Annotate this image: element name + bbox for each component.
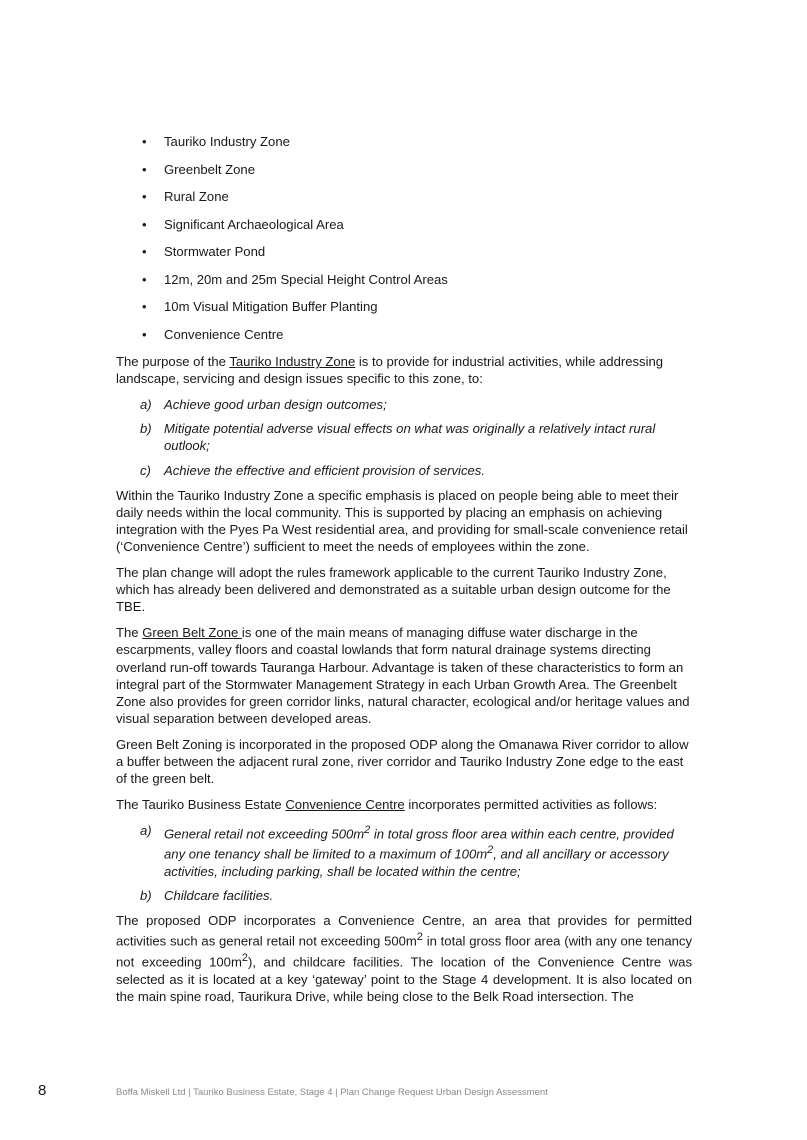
list-item: a) General retail not exceeding $500m^2$ in total gross floor area within each centre, provided any one tenancy shall be limited to a maximum of $100m^2$, and all ancillary or accessory activities, including parking, shall be located within the centre;: [140, 822, 674, 879]
list-item: b) Mitigate potential adverse visual effects on what was originally a relatively intact rural outlook;: [140, 421, 656, 454]
list-item: • 12m, 20m and 25m Special Height Control Areas: [142, 271, 448, 287]
odp-paragraph: The proposed ODP incorporates a Convenience Centre, an area that provides for permitted activities such as general retail not exceeding $500m^2$ in total gross floor area (with any one tenancy not exceeding $100m^2$), and childcare facilities. The location of the Convenience Centre was selected as it is located at a key ‘gateway’ point to the Stage 4 development. It is also located on the main spine road, Taurikura Drive, while being close to the Belk Road intersection. The: [116, 913, 693, 1004]
industry-zone-link: Tauriko Industry Zone: [229, 354, 356, 369]
list-item: • Convenience Centre: [142, 326, 284, 342]
bullet-icon: •: [142, 161, 147, 177]
bullet-icon: •: [142, 134, 147, 149]
footer-text: Boffa Miskell Ltd | Tauriko Business Estate, Stage 4 | Plan Change Request Urban Design Assessment: [116, 1087, 548, 1098]
permitted-activities-list: [116, 822, 692, 905]
convenience-centre-link: Convenience Centre: [285, 796, 405, 812]
page-number: 8: [38, 1082, 47, 1099]
list-item: • Stormwater Pond: [142, 244, 266, 259]
zone-bullet-list: [116, 133, 692, 353]
bullet-icon: •: [142, 216, 147, 232]
plan-change-paragraph: The plan change will adopt the rules framework applicable to the current Tauriko Industry Zone, which has already been delivered and demonstrated as a suitable urban design outcome for the TBE.: [116, 565, 671, 615]
list-item: c) Achieve the effective and efficient provision of services.: [140, 462, 485, 478]
page-body: [116, 133, 692, 1013]
bullet-icon: •: [142, 271, 147, 287]
bullet-icon: •: [142, 189, 147, 204]
within-zone-paragraph: Within the Tauriko Industry Zone a specific emphasis is placed on people being able to meet their daily needs within the local community. This is supported by placing an emphasis on achieving integration with the Pyes Pa West residential area, and providing for small-scale convenience retail (‘Convenience Centre’) sufficient to meet the needs of employees within the zone.: [116, 487, 688, 555]
list-item: • Greenbelt Zone: [142, 161, 255, 177]
list-item: • Tauriko Industry Zone: [142, 134, 290, 149]
list-item: a) Achieve good urban design outcomes;: [140, 396, 387, 412]
green-belt-link: Green Belt Zone: [142, 625, 242, 641]
convenience-centre-paragraph: The Tauriko Business Estate Convenience Centre incorporates permitted activities as follows:: [116, 796, 658, 812]
list-item: • Rural Zone: [142, 189, 229, 204]
industry-objectives-list: [116, 396, 692, 479]
green-belt-zoning-paragraph: Green Belt Zoning is incorporated in the proposed ODP along the Omanawa River corridor to allow a buffer between the adjacent rural zone, river corridor and Tauriko Industry Zone edge to the east of the green belt.: [116, 736, 689, 787]
list-item: • 10m Visual Mitigation Buffer Planting: [142, 299, 378, 314]
green-belt-paragraph: The Green Belt Zone is one of the main means of managing diffuse water discharge in the escarpments, valley floors and coastal lowlands that form natural drainage systems directing overland run-off towards Tauranga Harbour. Advantage is taken of these characteristics to form an integral part of the Stormwater Management Strategy in each Urban Growth Area. The Greenbelt Zone also provides for green corridor links, natural character, ecological and/or heritage values and visual separation between developed areas.: [116, 625, 690, 727]
bullet-icon: •: [142, 244, 147, 259]
list-item: • Significant Archaeological Area: [142, 216, 344, 232]
industry-zone-paragraph: The purpose of the Tauriko Industry Zone is to provide for industrial activities, while addressing landscape, servicing and design issues specific to this zone, to:: [116, 354, 664, 387]
bullet-icon: •: [142, 326, 147, 342]
bullet-icon: •: [142, 299, 147, 314]
list-item: b) Childcare facilities.: [140, 888, 274, 903]
